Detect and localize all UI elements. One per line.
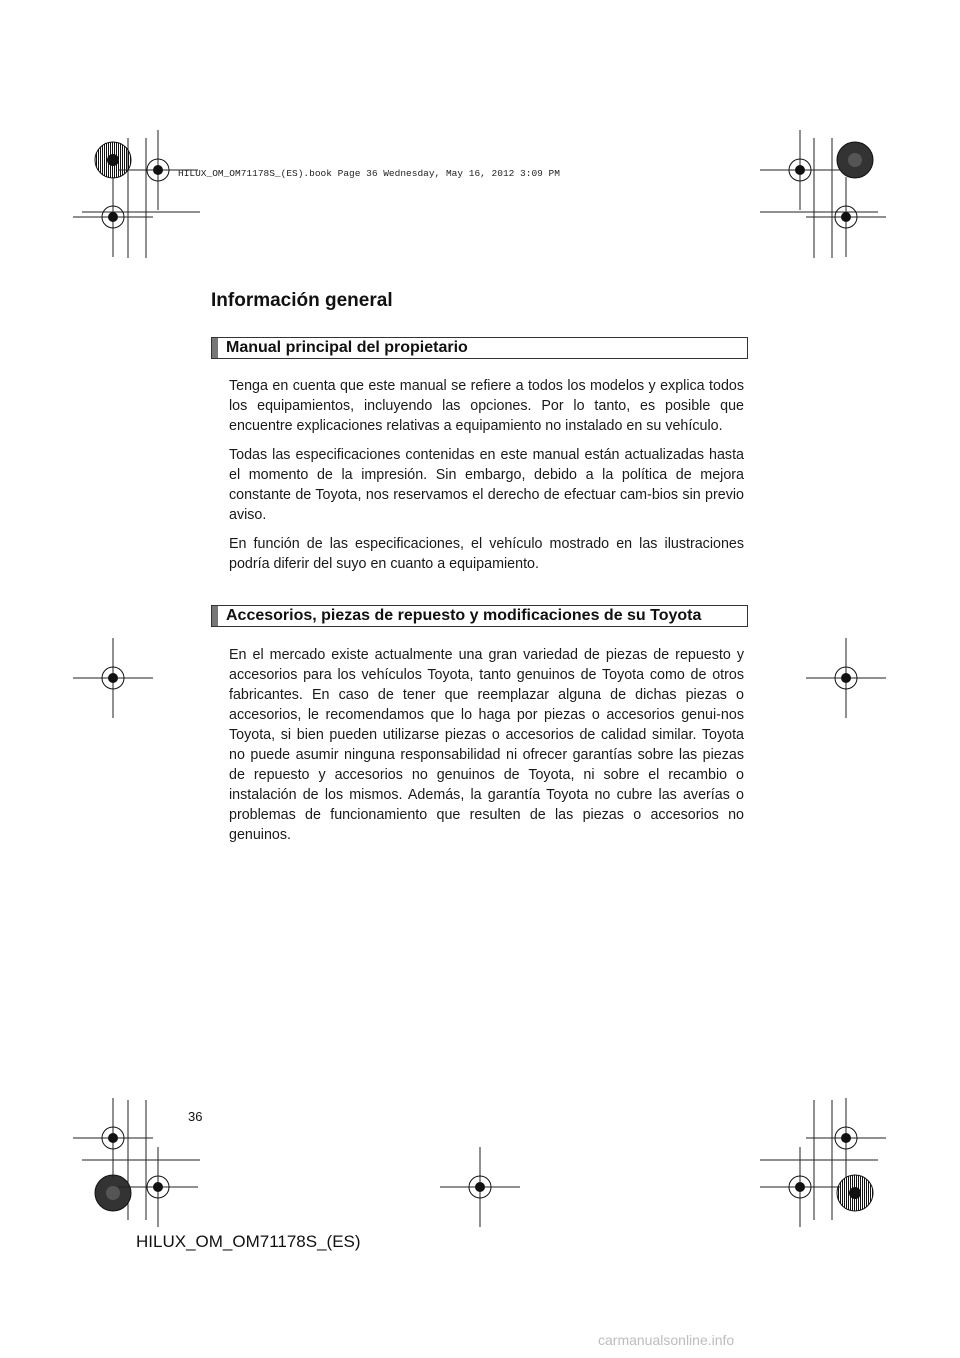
section-heading-accessories	[211, 605, 748, 627]
paragraph: En función de las especificaciones, el vehículo mostrado en las ilustraciones podría diferir del suyo en cuanto a equipamiento.	[229, 536, 744, 572]
paragraph: Todas las especificaciones contenidas en este manual están actualizadas hasta el momento de la impresión. Sin embargo, debido a la política de mejora constante de Toyota, nos reservamos el derecho de efectuar cam-bios sin previo aviso.	[229, 447, 744, 523]
section-heading-label: Accesorios, piezas de repuesto y modificaciones de su Toyota	[226, 607, 702, 624]
footer-document-code: HILUX_OM_OM71178S_(ES)	[136, 1232, 361, 1251]
registration-disc-icon	[837, 142, 873, 178]
registration-disc-icon	[95, 1175, 131, 1211]
registration-target-icon	[118, 1147, 198, 1227]
registration-target-icon	[806, 638, 886, 718]
section-heading-label: Manual principal del propietario	[226, 339, 468, 356]
registration-target-icon	[73, 177, 153, 257]
registration-target-icon	[440, 1147, 520, 1227]
registration-target-icon	[73, 638, 153, 718]
registration-target-icon	[73, 1098, 153, 1178]
registration-target-icon	[806, 1098, 886, 1178]
page-number: 36	[188, 1109, 203, 1124]
watermark: carmanualsonline.info	[598, 1332, 735, 1348]
registration-target-icon	[760, 1147, 840, 1227]
registration-disc-icon	[837, 1175, 873, 1211]
page-title: Información general	[211, 290, 393, 311]
registration-target-icon	[806, 177, 886, 257]
section-heading-manual	[211, 337, 748, 359]
file-stamp: HILUX_OM_OM71178S_(ES).book Page 36 Wednesday, May 16, 2012 3:09 PM	[178, 168, 560, 179]
section-accent	[212, 606, 218, 626]
paragraph: En el mercado existe actualmente una gran variedad de piezas de repuesto y accesorios para los vehículos Toyota, tanto genuinos de Toyota como de otros fabricantes. En caso de tener que reemplazar alguna de dichas piezas o accesorios, le recomendamos que lo haga por piezas o accesorios genui-nos Toyota, si bien pueden utilizarse piezas o accesorios de calidad similar. Toyota no puede asumir ninguna responsabilidad ni ofrecer garantías sobre las piezas de repuesto y accesorios no genuinos de Toyota, ni sobre el recambio o instalación de los mismos. Además, la garantía Toyota no cubre las averías o problemas de funcionamiento que resulten de las piezas o accesorios no genuinos.	[229, 647, 744, 843]
section-body-accessories	[229, 645, 744, 854]
registration-target-icon	[760, 130, 840, 210]
registration-disc-icon	[95, 142, 131, 178]
section-body-manual	[229, 376, 744, 583]
section-accent	[212, 338, 218, 358]
paragraph: Tenga en cuenta que este manual se refiere a todos los modelos y explica todos los equipamientos, incluyendo las opciones. Por lo tanto, es posible que encuentre explicaciones relativas a equipamiento no instalado en su vehículo.	[229, 378, 744, 434]
